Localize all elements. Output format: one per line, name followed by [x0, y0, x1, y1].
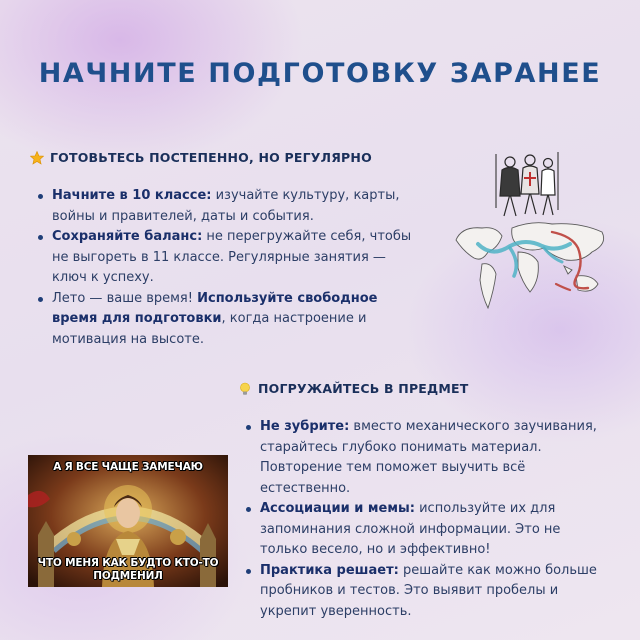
meme-caption-top: А Я ВСЕ ЧАЩЕ ЗАМЕЧАЮ: [53, 461, 203, 473]
list-item: [244, 561, 634, 623]
item-text: изучайте культуру, карты,: [211, 188, 400, 203]
item-text: Повторение тем поможет выучить всё: [260, 460, 526, 475]
meme-caption-bottom-1: ЧТО МЕНЯ КАК БУДТО КТО-ТО: [37, 557, 219, 569]
item-text: , когда настроение и: [221, 311, 367, 326]
item-text: естественно.: [260, 480, 351, 496]
list-item: [36, 227, 436, 289]
lightbulb-icon: [238, 382, 252, 396]
item-text: ключ к успеху.: [52, 270, 154, 285]
item-lead: Не зубрите:: [260, 419, 350, 434]
item-text: старайтесь глубоко понимать материал.: [260, 439, 542, 455]
section-heading-immerse: [238, 381, 469, 396]
world-map-illustration: [452, 218, 612, 314]
item-text: используйте их для: [414, 501, 556, 516]
item-text: Лето — ваше время!: [52, 290, 198, 306]
item-text: мотивация на высоте.: [52, 331, 204, 347]
meme-caption-bottom-2: ПОДМЕНИЛ: [93, 570, 163, 582]
section1-list: [36, 186, 436, 350]
section2-list: [244, 417, 634, 622]
page-title: НАЧНИТЕ ПОДГОТОВКУ ЗАРАНЕЕ: [38, 58, 602, 89]
section-heading-gradual: [30, 150, 372, 165]
item-lead: Используйте свободное: [197, 290, 378, 306]
item-lead: Практика решает:: [260, 562, 399, 578]
list-item: [244, 499, 634, 561]
item-text: укрепит уверенность.: [260, 603, 412, 619]
item-lead: Сохраняйте баланс:: [52, 229, 203, 244]
item-text: не выгореть в 11 классе. Регулярные занятия —: [52, 249, 386, 265]
star-icon: [30, 151, 44, 165]
item-lead: время для подготовки: [52, 311, 222, 326]
soldiers-illustration: [488, 150, 566, 220]
item-text: только весело, но и эффективно!: [260, 542, 491, 557]
section-heading-text: ГОТОВЬТЕСЬ ПОСТЕПЕННО, НО РЕГУЛЯРНО: [50, 150, 372, 165]
list-item: [36, 186, 436, 227]
item-text: вместо механического заучивания,: [349, 419, 597, 434]
meme-image: [28, 455, 228, 587]
list-item: [244, 417, 634, 499]
item-lead: Ассоциации и мемы:: [260, 501, 415, 516]
item-text: решайте как можно больше: [398, 562, 597, 578]
item-text: войны и правителей, даты и события.: [52, 208, 314, 224]
item-text: запоминания сложной информации. Это не: [260, 521, 561, 537]
item-lead: Начните в 10 классе:: [52, 188, 212, 203]
list-item: [36, 289, 436, 351]
item-text: пробников и тестов. Это выявит пробелы и: [260, 583, 559, 598]
section-heading-text: ПОГРУЖАЙТЕСЬ В ПРЕДМЕТ: [258, 381, 469, 396]
item-text: не перегружайте себя, чтобы: [202, 229, 412, 244]
